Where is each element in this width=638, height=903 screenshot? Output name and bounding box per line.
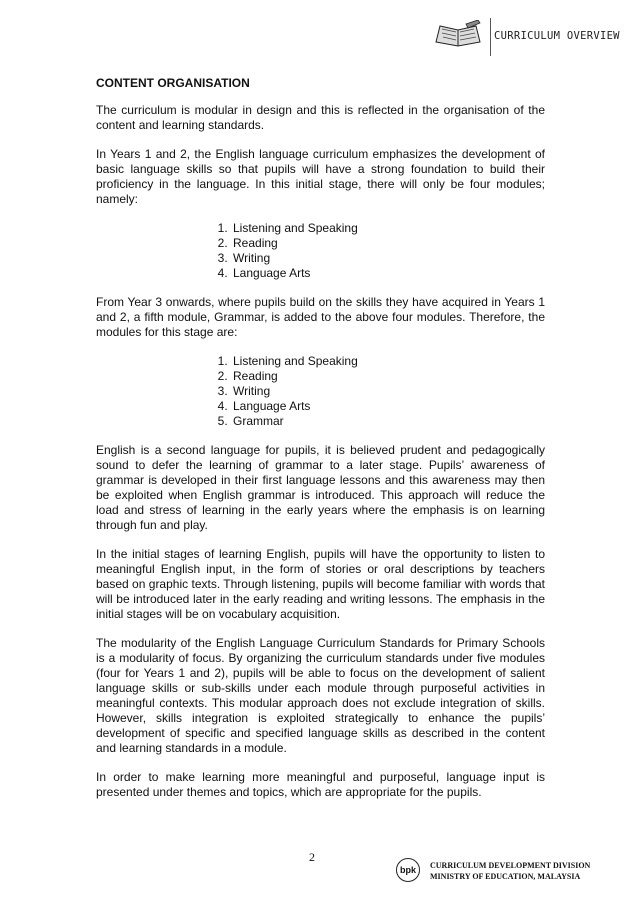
list-item: 3. Writing [231,251,545,266]
header-title: CURRICULUM OVERVIEW [494,30,620,42]
bpk-logo: bpk [396,858,420,882]
header-divider [490,18,491,56]
page-body [96,76,545,814]
paragraph-4: English is a second language for pupils, it is believed prudent and pedagogically sound to defer the learning of grammar to a later stage. Pupils’ awareness of grammar is developed in their first language lessons and this awareness may then be exploited when English grammar is introduced. This approach will reduce the load and stress of learning in the early years where the emphasis is on learning through fun and play. [96,443,545,532]
paragraph-7: In order to make learning more meaningful and purposeful, language input is presented under themes and topics, which are appropriate for the pupils. [96,770,545,799]
list-item: 2. Reading [231,236,545,251]
modules-list-years-1-2 [96,221,545,281]
page-header [432,18,638,56]
footer-org-line-1: CURRICULUM DEVELOPMENT DIVISION [430,861,591,870]
open-book-icon [432,20,484,50]
page-number: 2 [309,850,315,864]
list-item: 2. Reading [231,369,545,384]
list-item: 4. Language Arts [231,266,545,281]
list-item: 5. Grammar [231,414,545,429]
list-item: 4. Language Arts [231,399,545,414]
list-item: 3. Writing [231,384,545,399]
paragraph-5: In the initial stages of learning English, pupils will have the opportunity to listen to meaningful English input, in the form of stories or oral descriptions by teachers based on graphic texts. Through listening, pupils will become familiar with words that will be introduced later in the early reading and writing lessons. The emphasis in the initial stages will be on vocabulary acquisition. [96,547,545,621]
footer-org-line-2: MINISTRY OF EDUCATION, MALAYSIA [430,872,581,881]
footer-organisation [430,860,590,882]
modules-list-year-3 [96,354,545,429]
paragraph-6: The modularity of the English Language Curriculum Standards for Primary Schools is a modularity of focus. By organizing the curriculum standards under five modules (four for Years 1 and 2), pupils will be able to focus on the development of salient language skills or sub-skills under each module through purposeful activities in meaningful contexts. This modular approach does not exclude integration of skills. However, skills integration is exploited strategically to enhance the pupils’ development of specific and specified language skills as described in the content and learning standards in a module. [96,636,545,755]
paragraph-2: In Years 1 and 2, the English language curriculum emphasizes the development of basic language skills so that pupils will have a strong foundation to build their proficiency in the language. In this initial stage, there will only be four modules; namely: [96,147,545,206]
list-item: 1. Listening and Speaking [231,354,545,369]
paragraph-3: From Year 3 onwards, where pupils build on the skills they have acquired in Years 1 and 2, a fifth module, Grammar, is added to the above four modules. Therefore, the modules for this stage are: [96,295,545,339]
paragraph-1: The curriculum is modular in design and this is reflected in the organisation of the content and learning standards. [96,103,545,132]
list-item: 1. Listening and Speaking [231,221,545,236]
section-heading: CONTENT ORGANISATION [96,76,250,90]
